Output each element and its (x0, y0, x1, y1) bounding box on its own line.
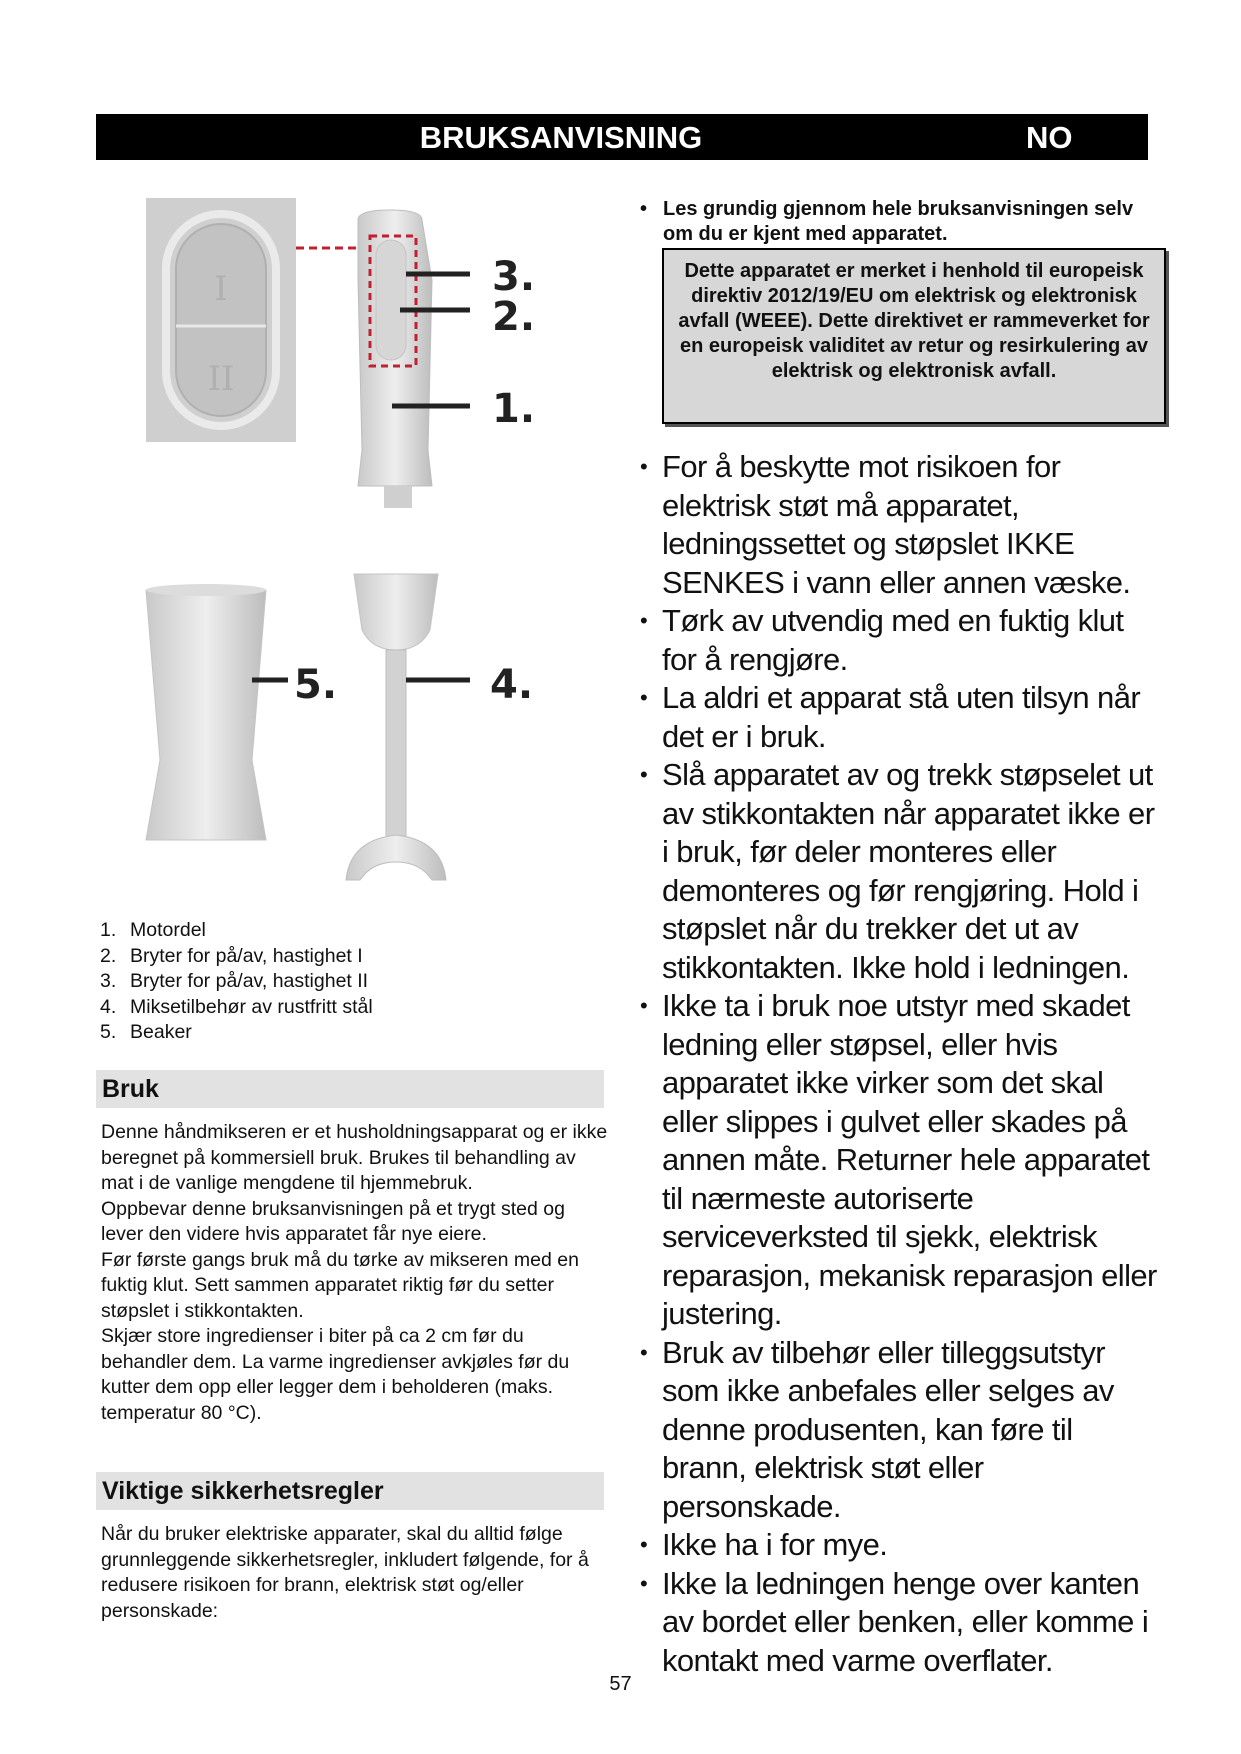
callout-2: 2. (492, 294, 536, 340)
list-item: • Ikke ha i for mye. (640, 1526, 1160, 1565)
product-illustration (140, 190, 560, 910)
paragraph: Før første gangs bruk må du tørke av mikseren med en fuktig klut. Sett sammen apparatet riktig før du setter støpslet i stikkontakten. (101, 1248, 579, 1322)
callout-4: 4. (490, 662, 534, 708)
list-item: • Tørk av utvendig med en fuktig klut for å rengjøre. (640, 602, 1160, 679)
paragraph: Skjær store ingredienser i biter på ca 2 cm før du behandler dem. La varme ingredienser avkjøles før du kutter dem opp eller legger dem i beholderen (maks. temperatur 80 °C). (101, 1325, 570, 1424)
read-manual-note (640, 197, 1140, 247)
callout-1: 1. (492, 386, 536, 432)
motor-unit (358, 210, 432, 508)
speed-1-label: I (214, 269, 228, 309)
list-item: • La aldri et apparat stå uten tilsyn når det er i bruk. (640, 679, 1160, 756)
paragraph: Når du bruker elektriske apparater, skal du alltid følge grunnleggende sikkerhetsregler, inkludert følgende, for å redusere risikoen for brann, elektrisk støt og/eller personskade: (101, 1523, 589, 1622)
blender-shaft (346, 574, 446, 880)
parts-list (100, 918, 373, 1046)
list-item: 3. Bryter for på/av, hastighet II (100, 970, 369, 992)
safety-intro-text (101, 1522, 611, 1624)
callout-5: 5. (294, 662, 338, 708)
paragraph: Denne håndmikseren er et husholdningsapparat og er ikke beregnet på kommersiell bruk. Brukes til behandling av mat i de vanlige mengdene til hjemmebruk. (101, 1121, 608, 1194)
speed-2-label: II (207, 359, 235, 399)
list-item: 2. Bryter for på/av, hastighet I (100, 944, 363, 967)
list-item: 4. Miksetilbehør av rustfritt stål (100, 995, 373, 1018)
list-item: • Ikke la ledningen henge over kanten av bordet eller benken, eller komme i kontakt med varme overflater. (640, 1565, 1160, 1681)
bruk-text (101, 1120, 611, 1426)
callout-3: 3. (492, 254, 536, 300)
list-item: • For å beskytte mot risikoen for elektrisk støt må apparatet, ledningssettet og støpslet IKKE SENKES i vann eller annen væske. (640, 448, 1160, 602)
section-heading-bruk: Bruk (96, 1070, 604, 1108)
weee-notice-box: Dette apparatet er merket i henhold til europeisk direktiv 2012/19/EU om elektrisk og elektronisk avfall (WEEE). Dette direktivet er rammeverket for en europeisk validitet av retur og resirkulering av elektrisk og elektronisk avfall. (662, 248, 1166, 424)
read-manual-text: Les grundig gjennom hele bruksanvisningen selv om du er kjent med apparatet. (663, 198, 1134, 245)
bullet: • (640, 198, 648, 220)
switch-panel-closeup (146, 198, 296, 442)
list-item: • Slå apparatet av og trekk støpselet ut av stikkontakten når apparatet ikke er i bruk, før deler monteres eller demonteres og før rengjøring. Hold i støpslet når du trekker det ut av stikkontakten. Ikke hold i ledningen. (640, 756, 1160, 987)
paragraph: Oppbevar denne bruksanvisningen på et trygt sted og lever den videre hvis apparatet får nye eiere. (101, 1197, 565, 1245)
language-code: NO (1026, 120, 1073, 155)
document-title: BRUKSANVISNING (419, 120, 703, 155)
section-heading-safety: Viktige sikkerhetsregler (96, 1472, 604, 1510)
safety-list (640, 448, 1160, 1680)
list-item: • Bruk av tilbehør eller tilleggsutstyr som ikke anbefales eller selges av denne produsenten, kan føre til brann, elektrisk støt eller personskade. (640, 1334, 1160, 1527)
header-bar (96, 114, 1148, 160)
list-item: • Ikke ta i bruk noe utstyr med skadet ledning eller støpsel, eller hvis apparatet ikke virker som det skal eller slippes i gulvet eller skades på annen måte. Returner hele apparatet til nærmeste autoriserte serviceverksted til sjekk, elektrisk reparasjon, mekanisk reparasjon eller justering. (640, 987, 1160, 1334)
page-number: 57 (609, 1673, 632, 1695)
list-item: 5. Beaker (100, 1021, 192, 1043)
beaker (146, 584, 266, 840)
list-item: 1. Motordel (100, 919, 206, 941)
